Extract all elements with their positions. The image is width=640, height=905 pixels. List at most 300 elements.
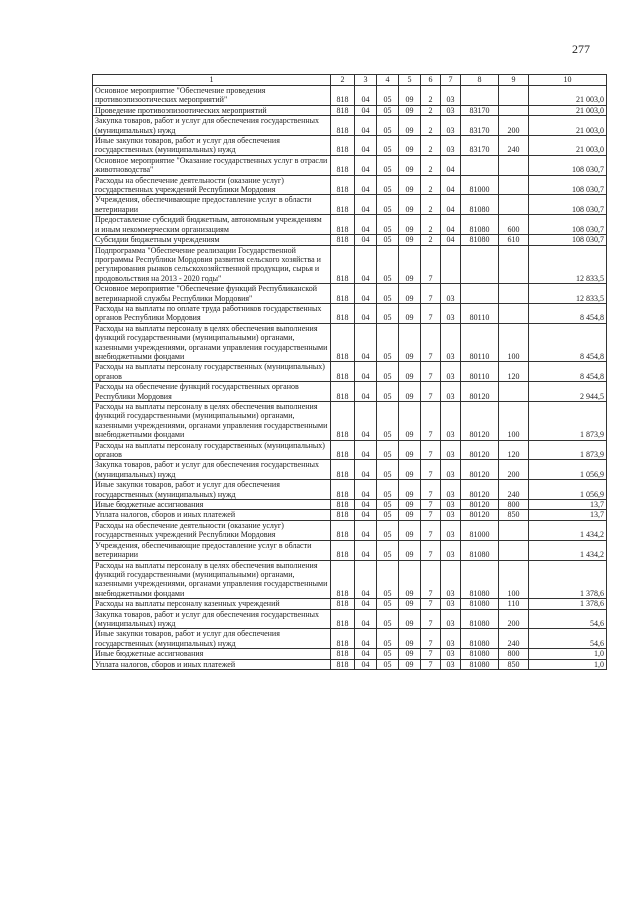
code-expense-type-cell [499, 195, 529, 215]
code-subsection-cell: 05 [377, 560, 399, 599]
code-expense-type-cell: 200 [499, 116, 529, 136]
code-direction-cell: 83170 [461, 116, 499, 136]
code-subsection-cell: 05 [377, 116, 399, 136]
header-cell: 1 [93, 75, 331, 86]
code-subprogram-cell: 7 [421, 460, 441, 480]
code-subsection-cell: 05 [377, 649, 399, 659]
amount-cell: 13,7 [529, 510, 607, 520]
code-admin-cell: 818 [331, 460, 355, 480]
code-subprogram-cell: 7 [421, 520, 441, 540]
code-expense-type-cell: 200 [499, 609, 529, 629]
amount-cell: 8 454,8 [529, 362, 607, 382]
table-row [93, 136, 607, 156]
code-direction-cell: 81080 [461, 609, 499, 629]
code-subsection-cell: 05 [377, 215, 399, 235]
code-subsection-cell: 05 [377, 659, 399, 669]
code-subsection-cell: 05 [377, 155, 399, 175]
code-admin-cell: 818 [331, 382, 355, 402]
code-expense-type-cell [499, 245, 529, 284]
code-subsection-cell: 05 [377, 195, 399, 215]
code-expense-type-cell [499, 105, 529, 115]
row-name-cell: Расходы на выплаты персоналу в целях обеспечения выполнения функций государственными (муниципальными) органами, казенными учреждениями, органами управления государственными внебюджетными фондами [93, 323, 331, 362]
amount-cell: 108 030,7 [529, 215, 607, 235]
code-direction-cell: 80120 [461, 440, 499, 460]
code-section-cell: 04 [355, 235, 377, 245]
code-admin-cell: 818 [331, 599, 355, 609]
table-row [93, 105, 607, 115]
amount-cell: 108 030,7 [529, 175, 607, 195]
code-expense-type-cell: 850 [499, 659, 529, 669]
amount-cell: 8 454,8 [529, 323, 607, 362]
code-measure-cell: 04 [441, 155, 461, 175]
code-subsection-cell: 05 [377, 86, 399, 106]
code-subprogram-cell: 7 [421, 382, 441, 402]
code-section-cell: 04 [355, 323, 377, 362]
table-row [93, 460, 607, 480]
code-expense-type-cell: 110 [499, 599, 529, 609]
code-direction-cell: 81080 [461, 235, 499, 245]
code-subprogram-cell: 7 [421, 402, 441, 441]
row-name-cell: Закупка товаров, работ и услуг для обеспечения государственных (муниципальных) нужд [93, 116, 331, 136]
code-subsection-cell: 05 [377, 480, 399, 500]
header-cell: 3 [355, 75, 377, 86]
header-cell: 9 [499, 75, 529, 86]
code-program-cell: 09 [399, 136, 421, 156]
code-direction-cell: 81000 [461, 520, 499, 540]
code-subsection-cell: 05 [377, 540, 399, 560]
header-cell: 6 [421, 75, 441, 86]
code-subprogram-cell: 2 [421, 215, 441, 235]
code-subsection-cell: 05 [377, 235, 399, 245]
code-program-cell: 09 [399, 303, 421, 323]
code-admin-cell: 818 [331, 155, 355, 175]
code-subsection-cell: 05 [377, 382, 399, 402]
code-direction-cell: 81080 [461, 629, 499, 649]
code-program-cell: 09 [399, 440, 421, 460]
code-admin-cell: 818 [331, 284, 355, 304]
code-admin-cell: 818 [331, 440, 355, 460]
code-program-cell: 09 [399, 510, 421, 520]
code-section-cell: 04 [355, 215, 377, 235]
code-measure-cell: 03 [441, 105, 461, 115]
code-measure-cell [441, 245, 461, 284]
amount-cell: 1 056,9 [529, 480, 607, 500]
table-row [93, 382, 607, 402]
header-row [93, 75, 607, 86]
code-measure-cell: 03 [441, 510, 461, 520]
row-name-cell: Уплата налогов, сборов и иных платежей [93, 659, 331, 669]
code-subprogram-cell: 7 [421, 362, 441, 382]
code-measure-cell: 03 [441, 382, 461, 402]
amount-cell: 8 454,8 [529, 303, 607, 323]
code-section-cell: 04 [355, 382, 377, 402]
code-expense-type-cell: 120 [499, 362, 529, 382]
code-direction-cell: 81080 [461, 659, 499, 669]
code-expense-type-cell: 200 [499, 460, 529, 480]
code-subprogram-cell: 2 [421, 175, 441, 195]
row-name-cell: Закупка товаров, работ и услуг для обеспечения государственных (муниципальных) нужд [93, 460, 331, 480]
amount-cell: 21 003,0 [529, 116, 607, 136]
row-name-cell: Проведение противоэпизоотических мероприятий [93, 105, 331, 115]
code-section-cell: 04 [355, 609, 377, 629]
code-program-cell: 09 [399, 175, 421, 195]
code-expense-type-cell: 240 [499, 480, 529, 500]
code-program-cell: 09 [399, 86, 421, 106]
code-subsection-cell: 05 [377, 284, 399, 304]
code-subsection-cell: 05 [377, 520, 399, 540]
table-row [93, 440, 607, 460]
code-admin-cell: 818 [331, 510, 355, 520]
code-section-cell: 04 [355, 540, 377, 560]
code-program-cell: 09 [399, 609, 421, 629]
code-program-cell: 09 [399, 155, 421, 175]
code-subprogram-cell: 7 [421, 480, 441, 500]
amount-cell: 1,0 [529, 659, 607, 669]
code-expense-type-cell: 240 [499, 629, 529, 649]
row-name-cell: Подпрограмма "Обеспечение реализации Государственной программы Республики Мордовия развития сельского хозяйства и регулирования рынков сельскохозяйственной продукции, сырья и продовольствия на 2013 - 2020 годы" [93, 245, 331, 284]
header-cell: 10 [529, 75, 607, 86]
code-admin-cell: 818 [331, 136, 355, 156]
code-subprogram-cell: 2 [421, 235, 441, 245]
amount-cell: 108 030,7 [529, 235, 607, 245]
code-admin-cell: 818 [331, 649, 355, 659]
code-program-cell: 09 [399, 402, 421, 441]
page-number: 277 [572, 42, 590, 56]
table-row [93, 629, 607, 649]
row-name-cell: Основное мероприятие "Оказание государственных услуг в отрасли животноводства" [93, 155, 331, 175]
code-admin-cell: 818 [331, 560, 355, 599]
row-name-cell: Предоставление субсидий бюджетным, автономным учреждениям и иным некоммерческим организациям [93, 215, 331, 235]
code-expense-type-cell: 120 [499, 440, 529, 460]
code-program-cell: 09 [399, 659, 421, 669]
code-direction-cell: 80120 [461, 480, 499, 500]
code-subprogram-cell: 7 [421, 649, 441, 659]
amount-cell: 1 873,9 [529, 440, 607, 460]
code-section-cell: 04 [355, 599, 377, 609]
code-section-cell: 04 [355, 284, 377, 304]
code-program-cell: 09 [399, 284, 421, 304]
code-direction-cell: 81080 [461, 599, 499, 609]
code-program-cell: 09 [399, 382, 421, 402]
code-direction-cell: 81080 [461, 649, 499, 659]
code-expense-type-cell [499, 540, 529, 560]
code-section-cell: 04 [355, 175, 377, 195]
code-subprogram-cell: 7 [421, 440, 441, 460]
code-subprogram-cell: 7 [421, 323, 441, 362]
code-section-cell: 04 [355, 105, 377, 115]
row-name-cell: Расходы на обеспечение деятельности (оказание услуг) государственных учреждений Республики Мордовия [93, 520, 331, 540]
code-admin-cell: 818 [331, 86, 355, 106]
code-admin-cell: 818 [331, 629, 355, 649]
table-row [93, 500, 607, 510]
row-name-cell: Расходы на выплаты персоналу государственных (муниципальных) органов [93, 362, 331, 382]
code-measure-cell: 03 [441, 599, 461, 609]
code-section-cell: 04 [355, 659, 377, 669]
code-admin-cell: 818 [331, 480, 355, 500]
code-measure-cell: 03 [441, 460, 461, 480]
code-subsection-cell: 05 [377, 510, 399, 520]
code-subprogram-cell: 7 [421, 303, 441, 323]
code-measure-cell: 03 [441, 86, 461, 106]
row-name-cell: Иные бюджетные ассигнования [93, 500, 331, 510]
header-cell: 8 [461, 75, 499, 86]
code-section-cell: 04 [355, 629, 377, 649]
code-measure-cell: 04 [441, 235, 461, 245]
code-admin-cell: 818 [331, 303, 355, 323]
code-expense-type-cell [499, 175, 529, 195]
amount-cell: 54,6 [529, 609, 607, 629]
code-subprogram-cell: 7 [421, 560, 441, 599]
code-subsection-cell: 05 [377, 105, 399, 115]
amount-cell: 1 434,2 [529, 540, 607, 560]
table-row [93, 195, 607, 215]
table-row [93, 245, 607, 284]
code-section-cell: 04 [355, 649, 377, 659]
code-expense-type-cell [499, 86, 529, 106]
row-name-cell: Иные закупки товаров, работ и услуг для обеспечения государственных (муниципальных) нужд [93, 136, 331, 156]
code-section-cell: 04 [355, 362, 377, 382]
code-section-cell: 04 [355, 440, 377, 460]
row-name-cell: Расходы на обеспечение функций государственных органов Республики Мордовия [93, 382, 331, 402]
code-subsection-cell: 05 [377, 599, 399, 609]
code-section-cell: 04 [355, 195, 377, 215]
amount-cell: 1 056,9 [529, 460, 607, 480]
code-direction-cell [461, 284, 499, 304]
code-subprogram-cell: 7 [421, 510, 441, 520]
code-measure-cell: 03 [441, 362, 461, 382]
code-subprogram-cell: 7 [421, 284, 441, 304]
code-program-cell: 09 [399, 195, 421, 215]
code-expense-type-cell: 100 [499, 402, 529, 441]
code-admin-cell: 818 [331, 362, 355, 382]
code-direction-cell: 80120 [461, 510, 499, 520]
code-subprogram-cell: 2 [421, 86, 441, 106]
header-cell: 2 [331, 75, 355, 86]
code-subprogram-cell: 7 [421, 609, 441, 629]
table-row [93, 649, 607, 659]
code-program-cell: 09 [399, 480, 421, 500]
amount-cell: 21 003,0 [529, 136, 607, 156]
code-admin-cell: 818 [331, 215, 355, 235]
code-measure-cell: 03 [441, 629, 461, 649]
table-row [93, 215, 607, 235]
code-admin-cell: 818 [331, 175, 355, 195]
code-subsection-cell: 05 [377, 323, 399, 362]
code-subsection-cell: 05 [377, 303, 399, 323]
code-subsection-cell: 05 [377, 460, 399, 480]
table-row [93, 540, 607, 560]
table-row [93, 116, 607, 136]
code-admin-cell: 818 [331, 116, 355, 136]
code-admin-cell: 818 [331, 500, 355, 510]
row-name-cell: Основное мероприятие "Обеспечение проведения противоэпизоотических мероприятий" [93, 86, 331, 106]
code-expense-type-cell: 100 [499, 560, 529, 599]
code-direction-cell: 81000 [461, 175, 499, 195]
code-direction-cell: 80120 [461, 382, 499, 402]
row-name-cell: Расходы на выплаты персоналу государственных (муниципальных) органов [93, 440, 331, 460]
code-subsection-cell: 05 [377, 402, 399, 441]
code-subprogram-cell: 7 [421, 659, 441, 669]
code-direction-cell: 81080 [461, 215, 499, 235]
table-row [93, 560, 607, 599]
table-row [93, 86, 607, 106]
code-section-cell: 04 [355, 480, 377, 500]
code-expense-type-cell: 850 [499, 510, 529, 520]
code-admin-cell: 818 [331, 659, 355, 669]
code-section-cell: 04 [355, 402, 377, 441]
code-program-cell: 09 [399, 215, 421, 235]
code-expense-type-cell [499, 520, 529, 540]
code-direction-cell: 80120 [461, 460, 499, 480]
row-name-cell: Закупка товаров, работ и услуг для обеспечения государственных (муниципальных) нужд [93, 609, 331, 629]
table-row [93, 235, 607, 245]
code-admin-cell: 818 [331, 245, 355, 284]
code-section-cell: 04 [355, 116, 377, 136]
code-admin-cell: 818 [331, 235, 355, 245]
code-measure-cell: 03 [441, 540, 461, 560]
code-direction-cell: 83170 [461, 105, 499, 115]
code-section-cell: 04 [355, 303, 377, 323]
row-name-cell: Уплата налогов, сборов и иных платежей [93, 510, 331, 520]
code-measure-cell: 03 [441, 480, 461, 500]
table-row [93, 480, 607, 500]
code-subprogram-cell: 2 [421, 116, 441, 136]
code-section-cell: 04 [355, 460, 377, 480]
code-direction-cell: 83170 [461, 136, 499, 156]
code-subsection-cell: 05 [377, 245, 399, 284]
code-measure-cell: 03 [441, 440, 461, 460]
header-cell: 7 [441, 75, 461, 86]
table-row [93, 303, 607, 323]
header-cell: 4 [377, 75, 399, 86]
code-section-cell: 04 [355, 510, 377, 520]
code-subsection-cell: 05 [377, 136, 399, 156]
code-direction-cell [461, 155, 499, 175]
table-row [93, 599, 607, 609]
amount-cell: 12 833,5 [529, 284, 607, 304]
code-admin-cell: 818 [331, 195, 355, 215]
code-admin-cell: 818 [331, 520, 355, 540]
table-row [93, 659, 607, 669]
code-measure-cell: 03 [441, 560, 461, 599]
code-program-cell: 09 [399, 500, 421, 510]
code-subsection-cell: 05 [377, 500, 399, 510]
code-measure-cell: 04 [441, 215, 461, 235]
code-admin-cell: 818 [331, 105, 355, 115]
code-admin-cell: 818 [331, 540, 355, 560]
code-measure-cell: 03 [441, 303, 461, 323]
code-expense-type-cell [499, 303, 529, 323]
table-row [93, 175, 607, 195]
code-program-cell: 09 [399, 560, 421, 599]
code-measure-cell: 04 [441, 175, 461, 195]
code-subprogram-cell: 7 [421, 245, 441, 284]
code-subprogram-cell: 2 [421, 195, 441, 215]
code-direction-cell: 80110 [461, 362, 499, 382]
table-row [93, 155, 607, 175]
amount-cell: 12 833,5 [529, 245, 607, 284]
code-subsection-cell: 05 [377, 362, 399, 382]
code-measure-cell: 03 [441, 284, 461, 304]
row-name-cell: Учреждения, обеспечивающие предоставление услуг в области ветеринарии [93, 540, 331, 560]
code-section-cell: 04 [355, 86, 377, 106]
code-program-cell: 09 [399, 245, 421, 284]
code-direction-cell: 80110 [461, 323, 499, 362]
amount-cell: 54,6 [529, 629, 607, 649]
code-admin-cell: 818 [331, 323, 355, 362]
amount-cell: 108 030,7 [529, 155, 607, 175]
row-name-cell: Расходы на обеспечение деятельности (оказание услуг) государственных учреждений Республики Мордовия [93, 175, 331, 195]
table-row [93, 510, 607, 520]
amount-cell: 2 944,5 [529, 382, 607, 402]
code-direction-cell: 80110 [461, 303, 499, 323]
code-subsection-cell: 05 [377, 175, 399, 195]
code-measure-cell: 03 [441, 500, 461, 510]
amount-cell: 108 030,7 [529, 195, 607, 215]
amount-cell: 21 003,0 [529, 105, 607, 115]
amount-cell: 21 003,0 [529, 86, 607, 106]
code-program-cell: 09 [399, 540, 421, 560]
code-measure-cell: 03 [441, 116, 461, 136]
row-name-cell: Иные закупки товаров, работ и услуг для обеспечения государственных (муниципальных) нужд [93, 629, 331, 649]
code-subprogram-cell: 7 [421, 599, 441, 609]
code-section-cell: 04 [355, 560, 377, 599]
amount-cell: 13,7 [529, 500, 607, 510]
code-direction-cell: 80120 [461, 500, 499, 510]
amount-cell: 1 434,2 [529, 520, 607, 540]
table-row [93, 402, 607, 441]
code-expense-type-cell: 610 [499, 235, 529, 245]
row-name-cell: Иные закупки товаров, работ и услуг для обеспечения государственных (муниципальных) нужд [93, 480, 331, 500]
code-measure-cell: 03 [441, 136, 461, 156]
code-subsection-cell: 05 [377, 609, 399, 629]
amount-cell: 1 378,6 [529, 560, 607, 599]
code-expense-type-cell [499, 284, 529, 304]
code-expense-type-cell [499, 155, 529, 175]
code-program-cell: 09 [399, 599, 421, 609]
code-expense-type-cell: 800 [499, 649, 529, 659]
table-row [93, 323, 607, 362]
code-subprogram-cell: 2 [421, 155, 441, 175]
row-name-cell: Расходы на выплаты по оплате труда работников государственных органов Республики Мордовия [93, 303, 331, 323]
code-direction-cell [461, 86, 499, 106]
row-name-cell: Учреждения, обеспечивающие предоставление услуг в области ветеринарии [93, 195, 331, 215]
code-admin-cell: 818 [331, 402, 355, 441]
code-program-cell: 09 [399, 116, 421, 136]
code-subsection-cell: 05 [377, 440, 399, 460]
code-measure-cell: 04 [441, 195, 461, 215]
table-row [93, 609, 607, 629]
code-program-cell: 09 [399, 520, 421, 540]
code-subprogram-cell: 7 [421, 500, 441, 510]
code-program-cell: 09 [399, 629, 421, 649]
amount-cell: 1 378,6 [529, 599, 607, 609]
code-subprogram-cell: 7 [421, 629, 441, 649]
code-program-cell: 09 [399, 649, 421, 659]
row-name-cell: Иные бюджетные ассигнования [93, 649, 331, 659]
table-row [93, 362, 607, 382]
code-section-cell: 04 [355, 155, 377, 175]
code-direction-cell: 81080 [461, 560, 499, 599]
code-section-cell: 04 [355, 245, 377, 284]
row-name-cell: Субсидии бюджетным учреждениям [93, 235, 331, 245]
budget-table [92, 74, 607, 670]
code-expense-type-cell [499, 382, 529, 402]
code-program-cell: 09 [399, 460, 421, 480]
table-row [93, 284, 607, 304]
code-expense-type-cell: 240 [499, 136, 529, 156]
code-subprogram-cell: 2 [421, 105, 441, 115]
